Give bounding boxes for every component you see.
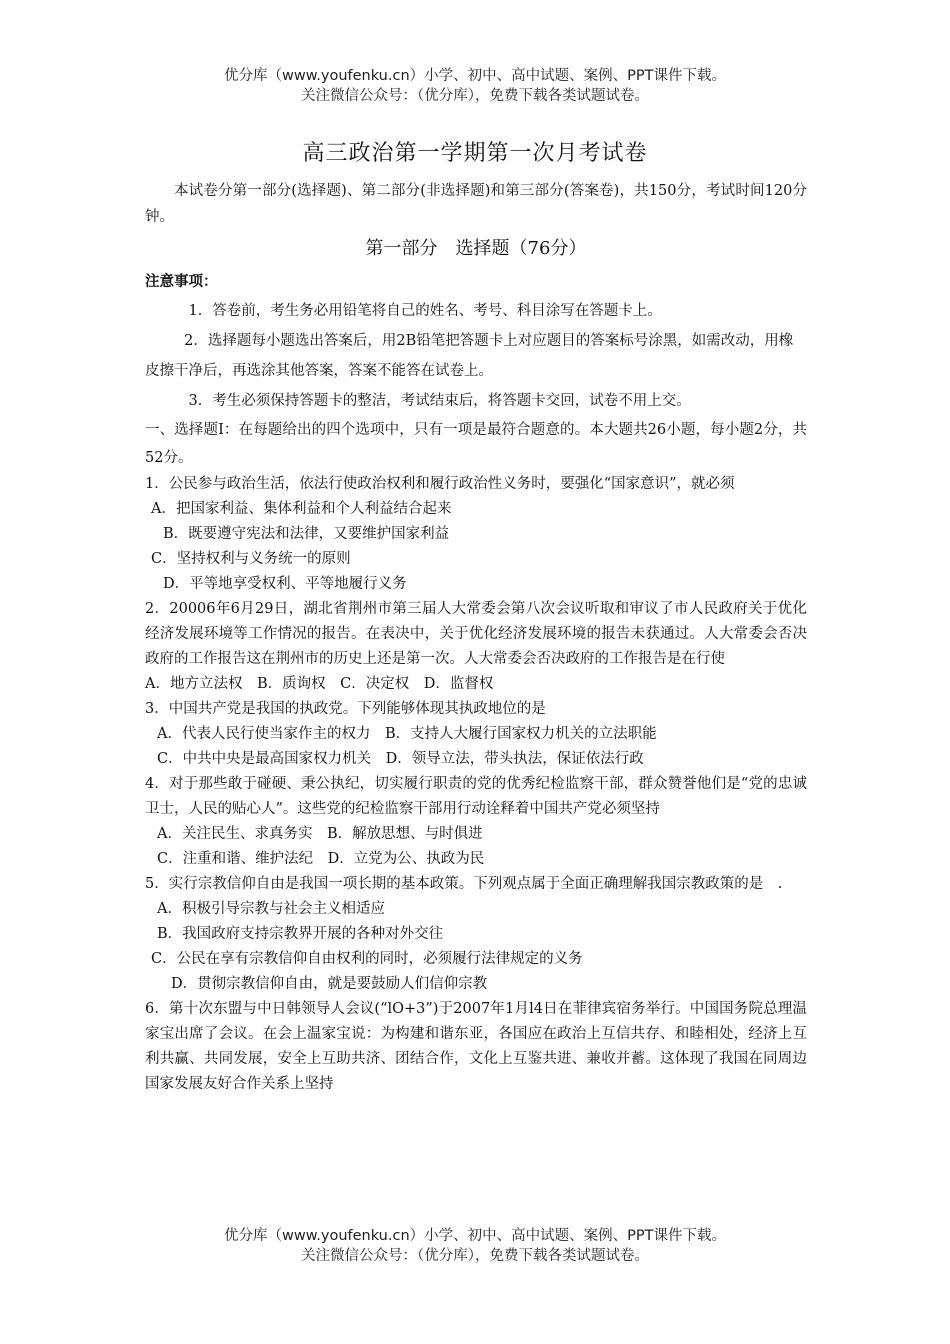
page-header — [0, 66, 950, 106]
question-option: D．平等地享受权利、平等地履行义务 — [163, 576, 407, 592]
page-footer — [0, 1226, 950, 1266]
question-option: B．既要遵守宪法和法律，又要维护国家利益 — [163, 526, 450, 542]
document-body — [145, 178, 807, 1097]
question-option: A．地方立法权 B．质询权 C．决定权 D．监督权 — [145, 676, 494, 692]
question-option: A．关注民生、求真务实 B．解放思想、与时俱进 — [157, 826, 483, 842]
question-stem: 1．公民参与政治生活，依法行使政治权利和履行政治性义务时，要强化“国家意识”，就必须 — [145, 476, 735, 492]
question-option: C．注重和谐、维护法纪 D．立党为公、执政为民 — [157, 851, 485, 867]
header-line-2: 关注微信公众号：（优分库），免费下载各类试题试卷。 — [301, 88, 649, 104]
question-stem: 5．实行宗教信仰自由是我国一项长期的基本政策。下列观点属于全面正确理解我国宗教政策的是 . — [145, 876, 783, 892]
question-option: A．积极引导宗教与社会主义相适应 — [157, 901, 385, 917]
note-item: 3．考生必须保持答题卡的整洁，考试结束后，将答题卡交回，试卷不用上交。 — [188, 393, 691, 409]
note-item: 2．选择题每小题选出答案后，用2B铅笔把答题卡上对应题目的答案标号涂黑，如需改动，用橡皮擦干净后，再选涂其他答案，答案不能答在试卷上。 — [145, 333, 794, 379]
header-line-1: 优分库（www.youfenku.cn）小学、初中、高中试题、案例、PPT课件下载。 — [224, 68, 726, 84]
notes-title: 注意事项： — [145, 273, 218, 290]
question-stem: 6．第十次东盟与中日韩领导人会议(“lO+3”)于2007年1月l4日在菲律宾宿务举行。中国国务院总理温家宝出席了会议。在会上温家宝说：为构建和谐东亚，各国应在政治上互信共存、和睦相处，经济上互利共赢、共同发展，安全上互助共济、团结合作，文化上互鉴共进、兼收并蓄。这体现了我国在同周边国家发展友好合作关系上坚持 — [145, 1001, 807, 1092]
question-option: D．贯彻宗教信仰自由，就是要鼓励人们信仰宗教 — [171, 976, 488, 992]
section-title: 第一部分 选择题（76分） — [365, 238, 587, 259]
question-option: A．把国家利益、集体利益和个人利益结合起来 — [151, 501, 452, 517]
question-stem: 4．对于那些敢于碰硬、秉公执纪，切实履行职责的党的优秀纪检监察干部，群众赞誉他们是“党的忠诚卫士，人民的贴心人”。这些党的纪检监察干部用行动诠释着中国共产党必须坚持 — [145, 776, 807, 817]
question-option: A．代表人民行使当家作主的权力 B．支持人大履行国家权力机关的立法职能 — [157, 726, 657, 742]
question-stem: 3．中国共产党是我国的执政党。下列能够体现其执政地位的是 — [145, 701, 546, 717]
question-option: C．坚持权利与义务统一的原则 — [151, 551, 351, 567]
question-option: C．中共中央是最高国家权力机关 D．领导立法，带头执法，保证依法行政 — [157, 751, 644, 767]
part-instruction: 一、选择题Ⅰ：在每题给出的四个选项中，只有一项是最符合题意的。本大题共26小题，每小题2分，共52分。 — [145, 422, 807, 466]
page-title: 高三政治第一学期第一次月考试卷 — [302, 141, 648, 166]
question-option: C．公民在享有宗教信仰自由权利的同时，必须履行法律规定的义务 — [151, 951, 583, 967]
note-item: 1．答卷前，考生务必用铅笔将自己的姓名、考号、科目涂写在答题卡上。 — [188, 303, 662, 319]
intro-paragraph: 本试卷分第一部分(选择题)、第二部分(非选择题)和第三部分(答案卷)，共150分，考试时间120分钟。 — [145, 183, 807, 225]
footer-line-1: 优分库（www.youfenku.cn）小学、初中、高中试题、案例、PPT课件下载。 — [224, 1228, 726, 1244]
question-option: B．我国政府支持宗教界开展的各种对外交往 — [157, 926, 444, 942]
footer-line-2: 关注微信公众号：（优分库），免费下载各类试题试卷。 — [301, 1248, 649, 1264]
question-stem: 2．20006年6月29日，湖北省荆州市第三届人大常委会第八次会议听取和审议了市人民政府关于优化经济发展环境等工作情况的报告。在表决中，关于优化经济发展环境的报告未获通过。人大常委会否决政府的工作报告这在荆州市的历史上还是第一次。人大常委会否决政府的工作报告是在行使 — [145, 601, 807, 667]
